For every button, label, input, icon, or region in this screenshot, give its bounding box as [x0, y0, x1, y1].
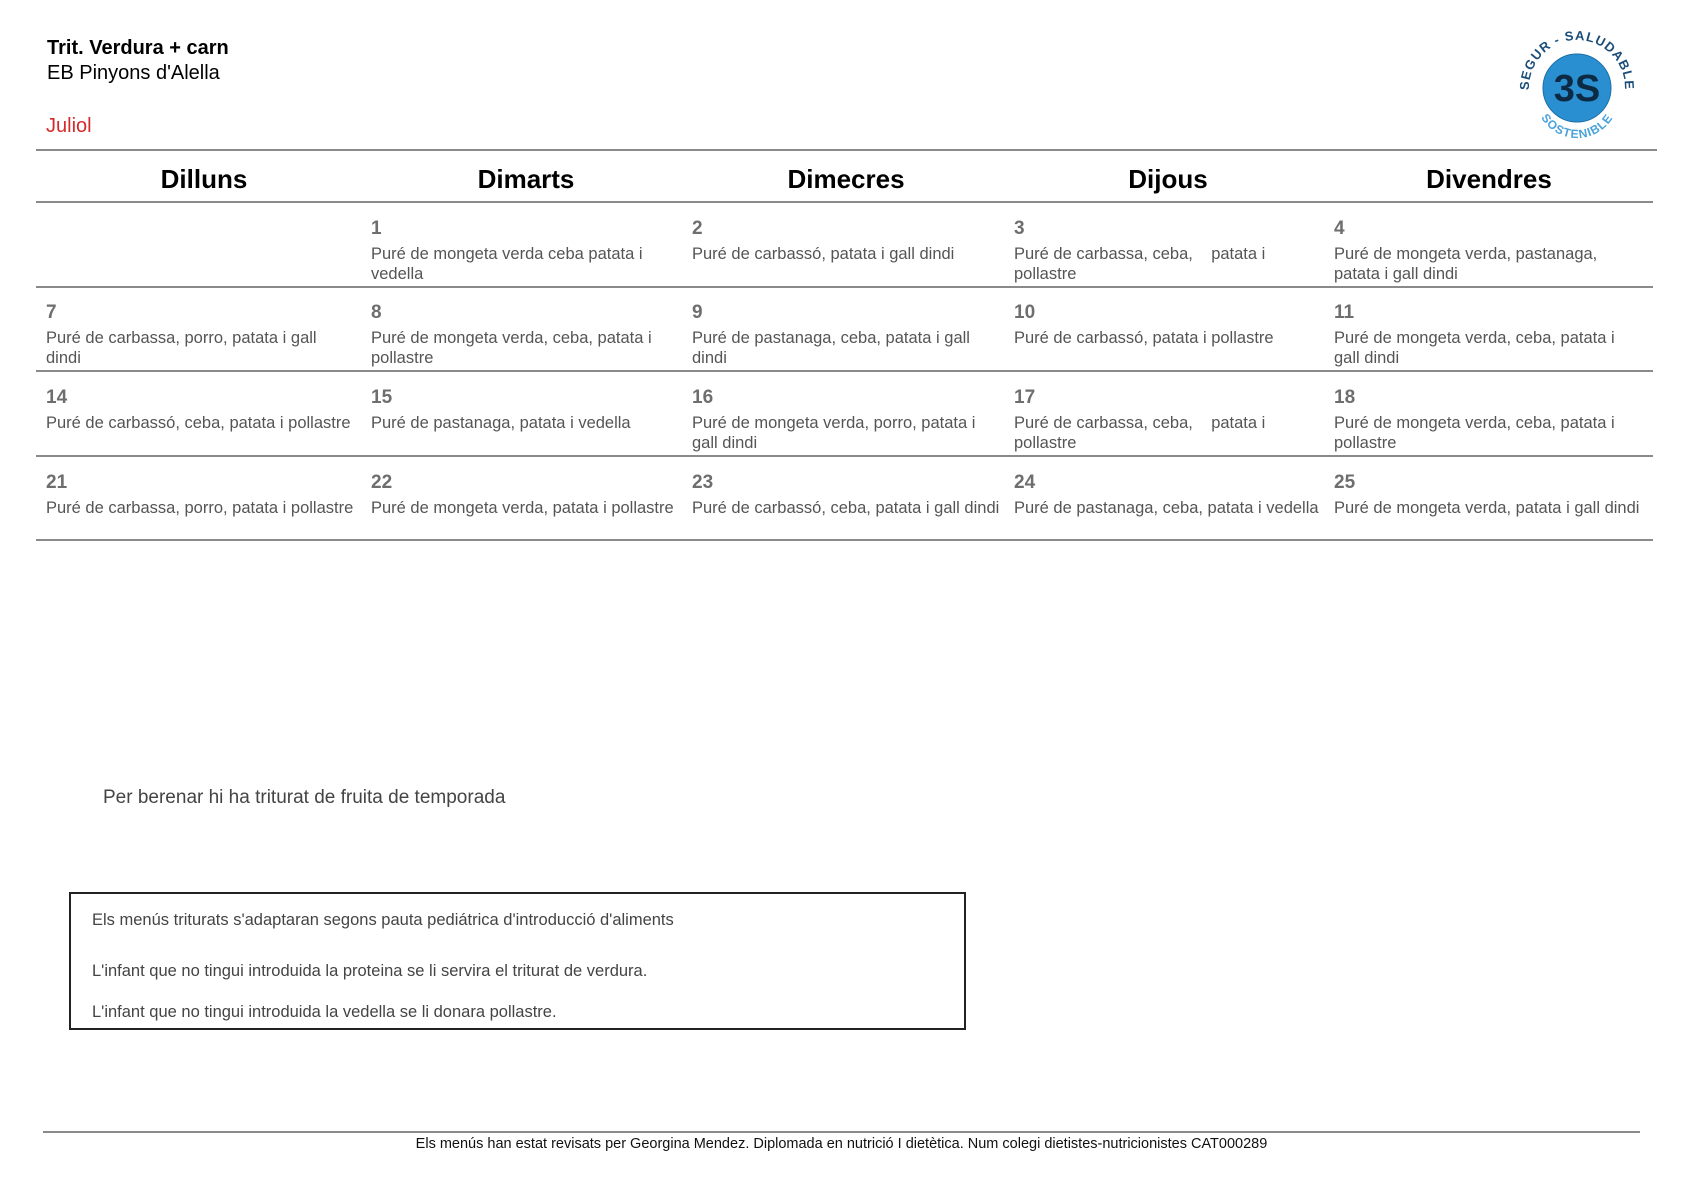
- school-name: EB Pinyons d'Alella: [47, 62, 220, 84]
- day-number: 9: [692, 302, 703, 323]
- day-number: 7: [46, 302, 57, 323]
- snack-note: Per berenar hi ha triturat de fruita de temporada: [103, 787, 506, 808]
- top-divider: [36, 149, 1657, 151]
- menu-cell: [692, 387, 992, 453]
- header-divider: [36, 201, 1653, 203]
- menu-cell: [1014, 218, 1274, 284]
- dish-text: Puré de pastanaga, ceba, patata i vedella: [1014, 499, 1319, 517]
- dish-text: Puré de mongeta verda, ceba, patata i gall dindi: [1334, 329, 1615, 367]
- dish-text: Puré de carbassó, patata i pollastre: [1014, 329, 1274, 347]
- day-number: 23: [692, 472, 714, 493]
- dish-text: Puré de carbassa, porro, patata i pollastre: [46, 499, 354, 517]
- day-number: 1: [371, 218, 382, 239]
- row-divider: [36, 539, 1653, 541]
- row-divider: [36, 455, 1653, 457]
- dish-text: Puré de mongeta verda ceba patata i vedella: [371, 245, 643, 283]
- menu-cell: [46, 387, 356, 433]
- footer-credits: Els menús han estat revisats per Georgina Mendez. Diplomada en nutrició I dietètica. Num colegi dietistes-nutricionistes CAT000289: [415, 1136, 1268, 1152]
- dish-text: Puré de carbassó, patata i gall dindi: [692, 245, 955, 263]
- dish-text: Puré de mongeta verda, ceba, patata i pollastre: [371, 329, 652, 367]
- menu-cell: [371, 387, 681, 433]
- notice-line: Els menús triturats s'adaptaran segons pauta pediátrica d'introducció d'aliments: [92, 911, 674, 929]
- logo-ring-bottom: SOSTENIBLE: [1538, 110, 1616, 142]
- weekday-header-dijous: Dijous: [1128, 164, 1208, 194]
- dish-text: Puré de pastanaga, ceba, patata i gall dindi: [692, 329, 970, 367]
- notice-box: [69, 892, 966, 1030]
- dish-text: Puré de mongeta verda, patata i gall dindi: [1334, 499, 1640, 517]
- dish-text: Puré de carbassa, ceba, patata i pollastre: [1014, 414, 1270, 452]
- footer-divider: [43, 1131, 1640, 1133]
- day-number: 14: [46, 387, 68, 408]
- day-number: 2: [692, 218, 703, 239]
- month-label: Juliol: [46, 115, 92, 137]
- menu-cell: [1014, 387, 1274, 453]
- menu-cell: [1334, 387, 1634, 453]
- dish-text: Puré de mongeta verda, patata i pollastre: [371, 499, 674, 517]
- day-number: 16: [692, 387, 714, 408]
- segur-saludable-sostenible-logo: [1515, 26, 1639, 150]
- notice-line: L'infant que no tingui introduida la vedella se li donara pollastre.: [92, 1003, 557, 1021]
- menu-cell: [692, 302, 1002, 368]
- dish-text: Puré de mongeta verda, ceba, patata i pollastre: [1334, 414, 1615, 452]
- day-number: 25: [1334, 472, 1356, 493]
- day-number: 4: [1334, 218, 1345, 239]
- day-number: 15: [371, 387, 393, 408]
- day-number: 18: [1334, 387, 1356, 408]
- notice-line: L'infant que no tingui introduida la proteina se li servira el triturat de verdura.: [92, 962, 648, 980]
- logo-ring-top: SEGUR - SALUDABLE: [1516, 27, 1638, 91]
- row-divider: [36, 286, 1653, 288]
- menu-cell: [1334, 472, 1644, 518]
- menu-cell: [46, 218, 356, 222]
- menu-title: Trit. Verdura + carn: [47, 37, 229, 59]
- menu-cell: [1014, 302, 1324, 348]
- weekday-header-dilluns: Dilluns: [160, 164, 248, 194]
- dish-text: Puré de carbassa, ceba, patata i pollastre: [1014, 245, 1270, 283]
- day-number: 22: [371, 472, 393, 493]
- day-number: 17: [1014, 387, 1036, 408]
- menu-cell: [46, 302, 356, 368]
- row-divider: [36, 370, 1653, 372]
- dish-text: Puré de mongeta verda, pastanaga, patata i gall dindi: [1334, 245, 1598, 283]
- day-number: 24: [1014, 472, 1036, 493]
- menu-cell: [371, 472, 681, 518]
- weekday-header-divendres: Divendres: [1426, 164, 1552, 194]
- weekday-header-dimarts: Dimarts: [477, 164, 575, 194]
- day-number: 21: [46, 472, 68, 493]
- menu-cell: [692, 218, 1002, 264]
- dish-text: Puré de mongeta verda, porro, patata i gall dindi: [692, 414, 976, 452]
- menu-cell: [1334, 218, 1644, 284]
- menu-cell: [1014, 472, 1324, 518]
- day-number: 11: [1334, 302, 1355, 323]
- dish-text: Puré de pastanaga, patata i vedella: [371, 414, 631, 432]
- logo-mark: 3S: [1553, 68, 1601, 110]
- dish-text: Puré de carbassa, porro, patata i gall dindi: [46, 329, 317, 367]
- day-number: 3: [1014, 218, 1025, 239]
- day-number: 10: [1014, 302, 1036, 323]
- menu-cell: [46, 472, 356, 518]
- menu-cell: [692, 472, 1002, 518]
- menu-cell: [371, 218, 681, 284]
- day-number: 8: [371, 302, 382, 323]
- menu-cell: [1334, 302, 1644, 368]
- menu-cell: [371, 302, 681, 368]
- dish-text: Puré de carbassó, ceba, patata i pollastre: [46, 414, 351, 432]
- dish-text: Puré de carbassó, ceba, patata i gall dindi: [692, 499, 1000, 517]
- weekday-header-dimecres: Dimecres: [787, 164, 905, 194]
